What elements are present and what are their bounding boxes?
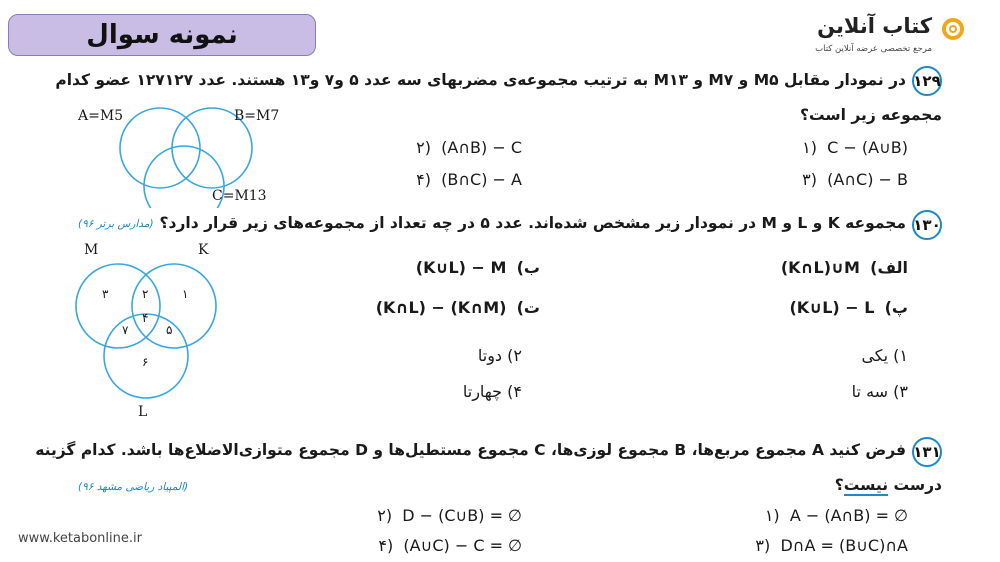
q131-line2-post: ؟ xyxy=(834,476,844,494)
logo-name: کتاب آنلاین xyxy=(817,14,932,38)
question-number-129: ۱۲۹ xyxy=(912,66,942,96)
venn-label-c: C=M13 xyxy=(212,188,267,204)
option-number: ۴) xyxy=(507,382,522,401)
q131-emphasis-not: نیست xyxy=(843,476,889,494)
q131-option-3[interactable] xyxy=(755,536,908,555)
option-number: ۳) xyxy=(802,170,817,189)
q130-set-te xyxy=(376,298,540,317)
website-url[interactable]: www.ketabonline.ir xyxy=(18,531,142,546)
q131-option-2[interactable] xyxy=(377,506,522,525)
option-expression: (B∩C) − A xyxy=(441,170,522,189)
venn-region: ۱ xyxy=(182,287,189,301)
venn-region: ۴ xyxy=(142,311,149,325)
ketabonline-ring-icon xyxy=(942,18,964,40)
q129-option-4[interactable] xyxy=(416,170,522,189)
set-label: پ) xyxy=(884,298,908,317)
q129-option-3[interactable] xyxy=(802,170,908,189)
q130-option-3[interactable] xyxy=(852,382,908,401)
venn-region: ۵ xyxy=(166,323,173,337)
option-number: ۴) xyxy=(416,170,431,189)
q130-set-pe xyxy=(789,298,908,317)
q131-option-4[interactable] xyxy=(378,536,522,555)
option-expression: (A∪C) − C = ∅ xyxy=(403,536,522,555)
option-expression: D − (C∪B) = ∅ xyxy=(402,506,522,525)
page-title: نمونه سوال xyxy=(8,14,316,56)
option-number: ۴) xyxy=(378,536,394,555)
q129-stem-line1: در نمودار مقابل M۵ و M۷ و M۱۳ به ترتیب مجموعه‌ی مضربهای سه عدد ۵ و۷ و۱۳ هستند. عدد ۱۲۷۱۲۷ عضو کدام xyxy=(55,71,906,89)
venn-circle-a xyxy=(120,108,200,188)
q130-source: (مدارس برتر ۹۶) xyxy=(78,218,154,230)
venn-label-a: A=M5 xyxy=(78,108,124,124)
option-expression: (A∩C) − B xyxy=(827,170,908,189)
q129-option-1[interactable] xyxy=(802,138,908,157)
option-number: ۱) xyxy=(802,138,817,157)
option-text: دوتا xyxy=(477,346,503,365)
option-text: یکی xyxy=(861,346,889,365)
question-number-130: ۱۳۰ xyxy=(912,210,942,240)
venn-label-m: M xyxy=(84,242,99,258)
q131-source: (المپیاد ریاضی مشهد ۹۶) xyxy=(78,481,189,493)
venn-label-k: K xyxy=(198,242,209,258)
venn-label-l: L xyxy=(138,404,148,420)
option-number: ۲) xyxy=(507,346,522,365)
set-label: ت) xyxy=(516,298,540,317)
q131-option-1[interactable] xyxy=(765,506,908,525)
venn-region: ۳ xyxy=(102,287,109,301)
set-label: ب) xyxy=(516,258,540,277)
venn-region: ۲ xyxy=(142,287,149,301)
q129-venn-diagram xyxy=(72,100,292,208)
option-expression: D∩A = (B∪C)∩A xyxy=(780,536,908,555)
venn-region: ۶ xyxy=(142,355,149,369)
set-expression: (K∩L)∪M xyxy=(780,258,860,277)
q130-option-1[interactable] xyxy=(861,346,908,365)
venn-circle-k xyxy=(132,264,216,348)
q130-set-alef xyxy=(781,258,908,277)
set-expression: (K∪L) − L xyxy=(789,298,875,317)
publisher-logo xyxy=(808,14,968,60)
q131-stem-line1: فرض کنید A مجموع مربع‌ها، B مجموع لوزی‌ها، C مجموع مستطیل‌ها و D مجموع متوازی‌الاضلاع‌ها باشد. کدام گزینه xyxy=(35,441,906,459)
q130-set-be xyxy=(416,258,540,277)
question-number-131: ۱۳۱ xyxy=(912,437,942,467)
option-expression: C − (A∪B) xyxy=(827,138,908,157)
option-number: ۱) xyxy=(764,506,780,525)
set-expression: (K∪L) − M xyxy=(415,258,507,277)
q129-stem-line2: مجموعه زیر است؟ xyxy=(800,106,942,124)
logo-subtitle: مرجع تخصصی عرضه آنلاین کتاب xyxy=(815,44,932,54)
option-text: سه تا xyxy=(851,382,889,401)
option-expression: (A∩B) − C xyxy=(441,138,522,157)
set-label: الف) xyxy=(870,258,908,277)
option-number: ۲) xyxy=(416,138,431,157)
q129-option-2[interactable] xyxy=(416,138,522,157)
venn-label-b: B=M7 xyxy=(234,108,280,124)
option-expression: A − (A∩B) = ∅ xyxy=(789,506,908,525)
set-expression: (K∩L) − (K∩M) xyxy=(375,298,507,317)
venn-circle-m xyxy=(76,264,160,348)
q131-stem-line2 xyxy=(835,476,942,494)
q131-line2-pre: درست xyxy=(888,476,942,494)
venn-region: ۷ xyxy=(122,323,129,337)
option-text: چهارتا xyxy=(462,382,503,401)
q130-stem: مجموعه K و L و M در نمودار زیر مشخص شده‌اند. عدد ۵ در چه تعداد از مجموعه‌های زیر قرار دارد؟ xyxy=(159,214,906,232)
option-number: ۱) xyxy=(893,346,908,365)
option-number: ۳) xyxy=(755,536,771,555)
option-number: ۲) xyxy=(377,506,393,525)
q130-option-4[interactable] xyxy=(463,382,522,401)
q130-venn-diagram xyxy=(70,238,230,420)
option-number: ۳) xyxy=(893,382,908,401)
q130-option-2[interactable] xyxy=(478,346,522,365)
